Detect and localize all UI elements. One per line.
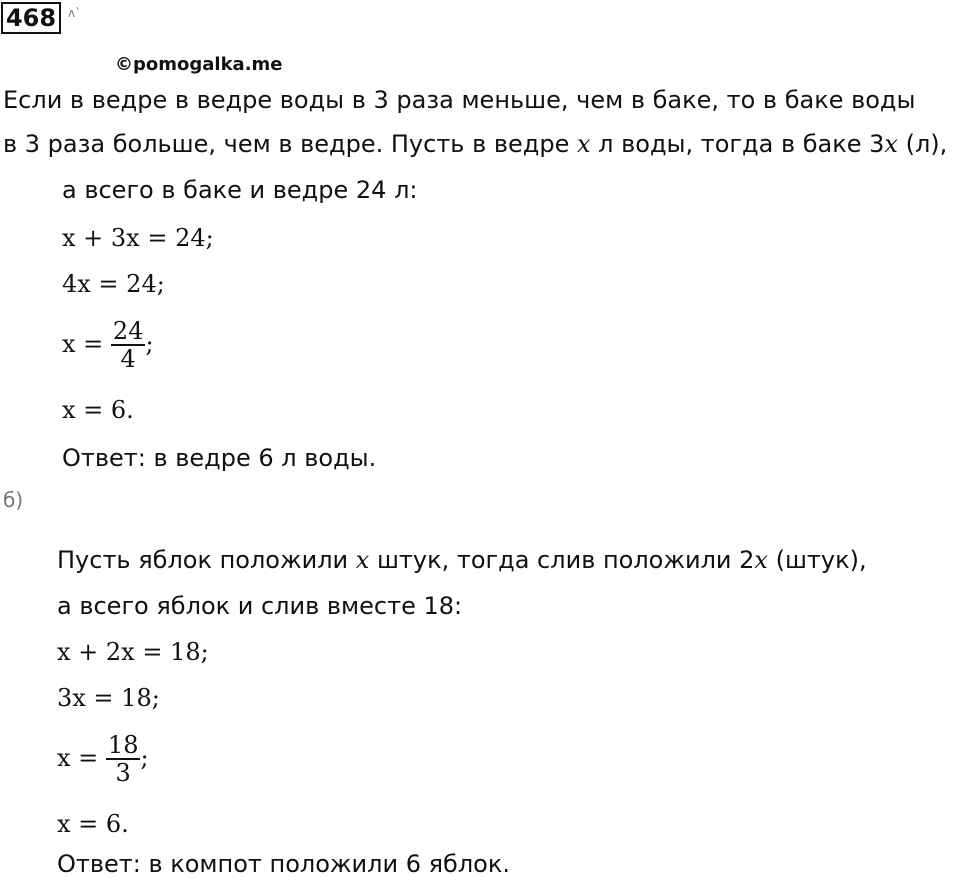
part-a-line-2-post: (л),: [897, 130, 948, 158]
problem-number-box: 468: [1, 2, 61, 34]
part-b-fraction-denominator: 3: [115, 759, 131, 787]
part-a-equation-2: 4x = 24;: [62, 270, 165, 298]
part-a-line-2-pre: в 3 раза больше, чем в ведре. Пусть в ведре: [3, 130, 577, 158]
part-a-line-2-mid: л воды, тогда в баке 3: [590, 130, 885, 158]
part-b-line-2: а всего яблок и слив вместе 18:: [57, 592, 463, 620]
part-a-equation-4: x = 6.: [62, 396, 134, 424]
part-b-line-1-mid: штук, тогда слив положили 2: [369, 546, 755, 574]
watermark: ©pomogalka.me: [115, 54, 283, 75]
part-b-label: б): [3, 488, 24, 512]
variable-x: x: [754, 546, 768, 574]
part-a-equation-3-lhs: x =: [62, 330, 104, 358]
part-a-fraction: [111, 318, 146, 372]
part-a-line-1: Если в ведре в ведре воды в 3 раза меньше, чем в баке, то в баке воды: [3, 86, 916, 114]
part-a-line-2: [3, 128, 947, 160]
part-b-equation-3: [57, 732, 149, 786]
part-b-answer: Ответ: в компот положили 6 яблок.: [57, 850, 510, 878]
part-b-line-1-pre: Пусть яблок положили: [57, 546, 356, 574]
part-b-equation-3-tail: ;: [140, 744, 149, 772]
part-b-equation-1: x + 2x = 18;: [57, 638, 209, 666]
part-b-fraction-numerator: 18: [107, 731, 139, 759]
part-b-line-1-post: (штук),: [767, 546, 867, 574]
part-a-equation-3-tail: ;: [145, 330, 154, 358]
variable-x: x: [884, 130, 898, 158]
stray-mark: ᴧ`: [68, 6, 82, 20]
part-b-equation-2: 3x = 18;: [57, 684, 160, 712]
part-a-answer: Ответ: в ведре 6 л воды.: [62, 444, 377, 472]
part-a-equation-3: [62, 318, 154, 372]
part-b-equation-3-lhs: x =: [57, 744, 99, 772]
variable-x: x: [355, 546, 370, 574]
part-a-fraction-denominator: 4: [120, 345, 136, 373]
part-a-fraction-numerator: 24: [112, 317, 144, 345]
part-a-line-3: а всего в баке и ведре 24 л:: [62, 176, 418, 204]
part-b-fraction: [106, 732, 141, 786]
variable-x: x: [576, 130, 591, 158]
part-b-equation-4: x = 6.: [57, 810, 129, 838]
part-a-equation-1: x + 3x = 24;: [62, 224, 214, 252]
part-b-line-1: [57, 544, 867, 576]
